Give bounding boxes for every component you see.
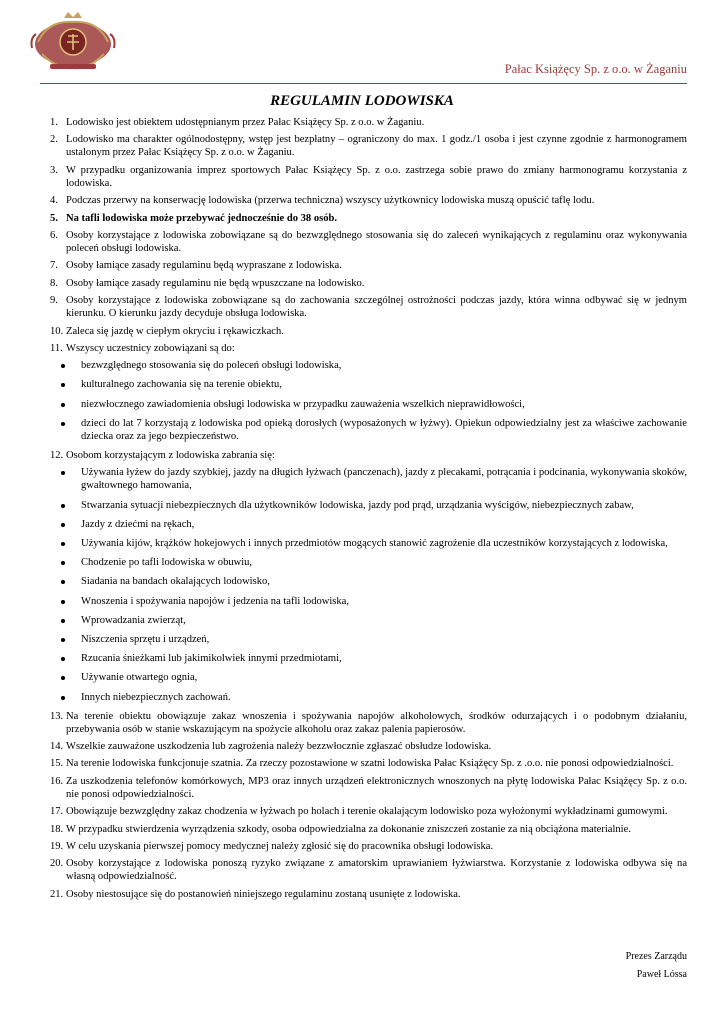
- rule-item: 6. Osoby korzystające z lodowiska zobowiązane są do bezwzględnego stosowania się do zaleceń wynikających z regulaminu oraz wykonywania poleceń obsługi lodowiska.: [50, 229, 687, 254]
- bullet-icon: [50, 499, 81, 512]
- list-item: kulturalnego zachowania się na terenie obiektu,: [50, 378, 687, 391]
- list-item: Innych niebezpiecznych zachowań.: [50, 691, 687, 704]
- rule-item: 3. W przypadku organizowania imprez sportowych Pałac Książęcy Sp. z o.o. zastrzega sobie prawo do zmiany harmonogramu korzystania z lodowiska.: [50, 164, 687, 189]
- document-title: REGULAMIN LODOWISKA: [270, 93, 454, 109]
- list-item: Rzucania śnieżkami lub jakimikolwiek innymi przedmiotami,: [50, 652, 687, 665]
- list-item: Wnoszenia i spożywania napojów i jedzenia na tafli lodowiska,: [50, 595, 687, 608]
- rule-item: 21. Osoby niestosujące się do postanowień niniejszego regulaminu zostaną usunięte z lodowiska.: [50, 888, 461, 900]
- list-item: Niszczenia sprzętu i urządzeń,: [50, 633, 687, 646]
- bullet-icon: [50, 595, 81, 608]
- rule-item: 19. W celu uzyskania pierwszej pomocy medycznej należy zgłosić się do pracownika obsługi lodowiska.: [50, 841, 494, 853]
- bullet-icon: [50, 614, 81, 627]
- bullet-icon: [50, 556, 81, 569]
- bullet-icon: [50, 466, 81, 492]
- list-item: Używania kijów, krążków hokejowych i innych przedmiotów mogących stanowić zagrożenie dla uczestników korzystających z lodowiska,: [50, 537, 687, 550]
- rule-item: 15. Na terenie lodowiska funkcjonuje szatnia. Za rzeczy pozostawione w szatni lodowiska Pałac Książęcy Sp. z .o.o. nie ponosi odpowiedzialności.: [50, 758, 674, 770]
- bullet-icon: [50, 518, 81, 531]
- rules-list: [50, 116, 687, 905]
- bullet-icon: [50, 633, 81, 646]
- rule-item: 14. Wszelkie zauważone uszkodzenia lub zagrożenia należy bezzwłocznie zgłaszać obsłudze lodowiska.: [50, 741, 492, 753]
- list-item: dzieci do lat 7 korzystają z lodowiska pod opieką dorosłych (wyposażonych w łyżwy). Opiekun odpowiedzialny jest za właściwe zachowanie dziecka oraz za jego bezpieczeństwo.: [50, 417, 687, 443]
- list-item: niezwłocznego zawiadomienia obsługi lodowiska w przypadku zauważenia wszelkich nieprawidłowości,: [50, 398, 687, 411]
- rule-item-capacity: 5. Na tafli lodowiska może przebywać jednocześnie do 38 osób.: [50, 212, 337, 224]
- rule-item: 8. Osoby łamiące zasady regulaminu nie będą wpuszczane na lodowisko.: [50, 277, 365, 289]
- list-item: Jazdy z dziećmi na rękach,: [50, 518, 687, 531]
- signature-name: Paweł Lóssa: [636, 969, 687, 980]
- bullet-icon: [50, 537, 81, 550]
- company-name: Pałac Książęcy Sp. z o.o. w Żaganiu: [504, 62, 687, 76]
- bullet-icon: [50, 398, 81, 411]
- rule-item: 12. Osobom korzystającym z lodowiska zabrania się:: [50, 450, 275, 462]
- bullet-icon: [50, 671, 81, 684]
- rule-item: 9. Osoby korzystające z lodowiska zobowiązane są do zachowania szczególnej ostrożności podczas jazdy, która winna odbywać się w jednym kierunku. O kierunku jazdy decyduje obsługa lodowiska.: [50, 295, 687, 320]
- rule-item: 2. Lodowisko ma charakter ogólnodostępny, wstęp jest bezpłatny – ograniczony do max. 1 godz./1 osoba i jest czynne zgodnie z harmonogramem ustalonym przez Pałac Książęcy Sp. z o.o. w Żaganiu.: [50, 134, 687, 159]
- bullet-icon: [50, 691, 81, 704]
- rule-item: 10. Zaleca się jazdę w ciepłym okryciu i rękawiczkach.: [50, 325, 284, 337]
- list-item: bezwzględnego stosowania się do poleceń obsługi lodowiska,: [50, 359, 687, 372]
- header-divider: [40, 83, 687, 84]
- rule-item: 18. W przypadku stwierdzenia wyrządzenia szkody, osoba odpowiedzialna za dokonanie zniszczeń zostanie za nią obciążona materialnie.: [50, 823, 631, 835]
- list-item: Chodzenie po tafli lodowiska w obuwiu,: [50, 556, 687, 569]
- rule-item: 16. Za uszkodzenia telefonów komórkowych, MP3 oraz innych urządzeń elektronicznych wnoszonych na płytę lodowiska Pałac Książęcy Sp. z o.o. nie ponosi odpowiedzialności.: [50, 775, 687, 800]
- rule-item: 13. Na terenie obiektu obowiązuje zakaz wnoszenia i spożywania napojów alkoholowych, środków odurzających i o podobnym działaniu, przebywania osób w stanie wskazującym na spożycie alkoholu oraz zakaz palenia papierosów.: [50, 710, 687, 735]
- signature-role: Prezes Zarządu: [625, 951, 687, 962]
- rule-item: 7. Osoby łamiące zasady regulaminu będą wypraszane z lodowiska.: [50, 260, 342, 272]
- prohibitions-list: [50, 466, 687, 703]
- bullet-icon: [50, 378, 81, 391]
- list-item: Wprowadzania zwierząt,: [50, 614, 687, 627]
- rule-item: 20. Osoby korzystające z lodowiska ponoszą ryzyko związane z amatorskim uprawianiem łyżwiarstwa. Korzystanie z lodowiska odbywa się na własną odpowiedzialność.: [50, 858, 687, 883]
- bullet-icon: [50, 417, 81, 443]
- bullet-icon: [50, 359, 81, 372]
- bullet-icon: [50, 575, 81, 588]
- crest-logo-icon: [28, 8, 118, 84]
- bullet-icon: [50, 652, 81, 665]
- rule-item: 17. Obowiązuje bezwzględny zakaz chodzenia w łyżwach po holach i terenie okalającym lodowisko poza wyłożonymi wykładzinami gumowymi.: [50, 806, 668, 818]
- list-item: Używania łyżew do jazdy szybkiej, jazdy na długich łyżwach (panczenach), jazdy z plecakami, potrącania i podcinania, wykonywania skoków, gwałtownego hamowania,: [50, 466, 687, 492]
- list-item: Używanie otwartego ognia,: [50, 671, 687, 684]
- list-item: Siadania na bandach okalających lodowisko,: [50, 575, 687, 588]
- rule-item: 4. Podczas przerwy na konserwację lodowiska (przerwa techniczna) wszyscy użytkownicy lodowiska muszą opuścić taflę lodu.: [50, 195, 595, 207]
- rule-item: 1. Lodowisko jest obiektem udostępnianym przez Pałac Książęcy Sp. z o.o. w Żaganiu.: [50, 117, 425, 128]
- obligations-list: [50, 359, 687, 443]
- rule-item: 11. Wszyscy uczestnicy zobowiązani są do:: [50, 342, 235, 354]
- list-item: Stwarzania sytuacji niebezpiecznych dla użytkowników lodowiska, jazdy pod prąd, urządzania wyścigów, niebezpiecznych zabaw,: [50, 499, 687, 512]
